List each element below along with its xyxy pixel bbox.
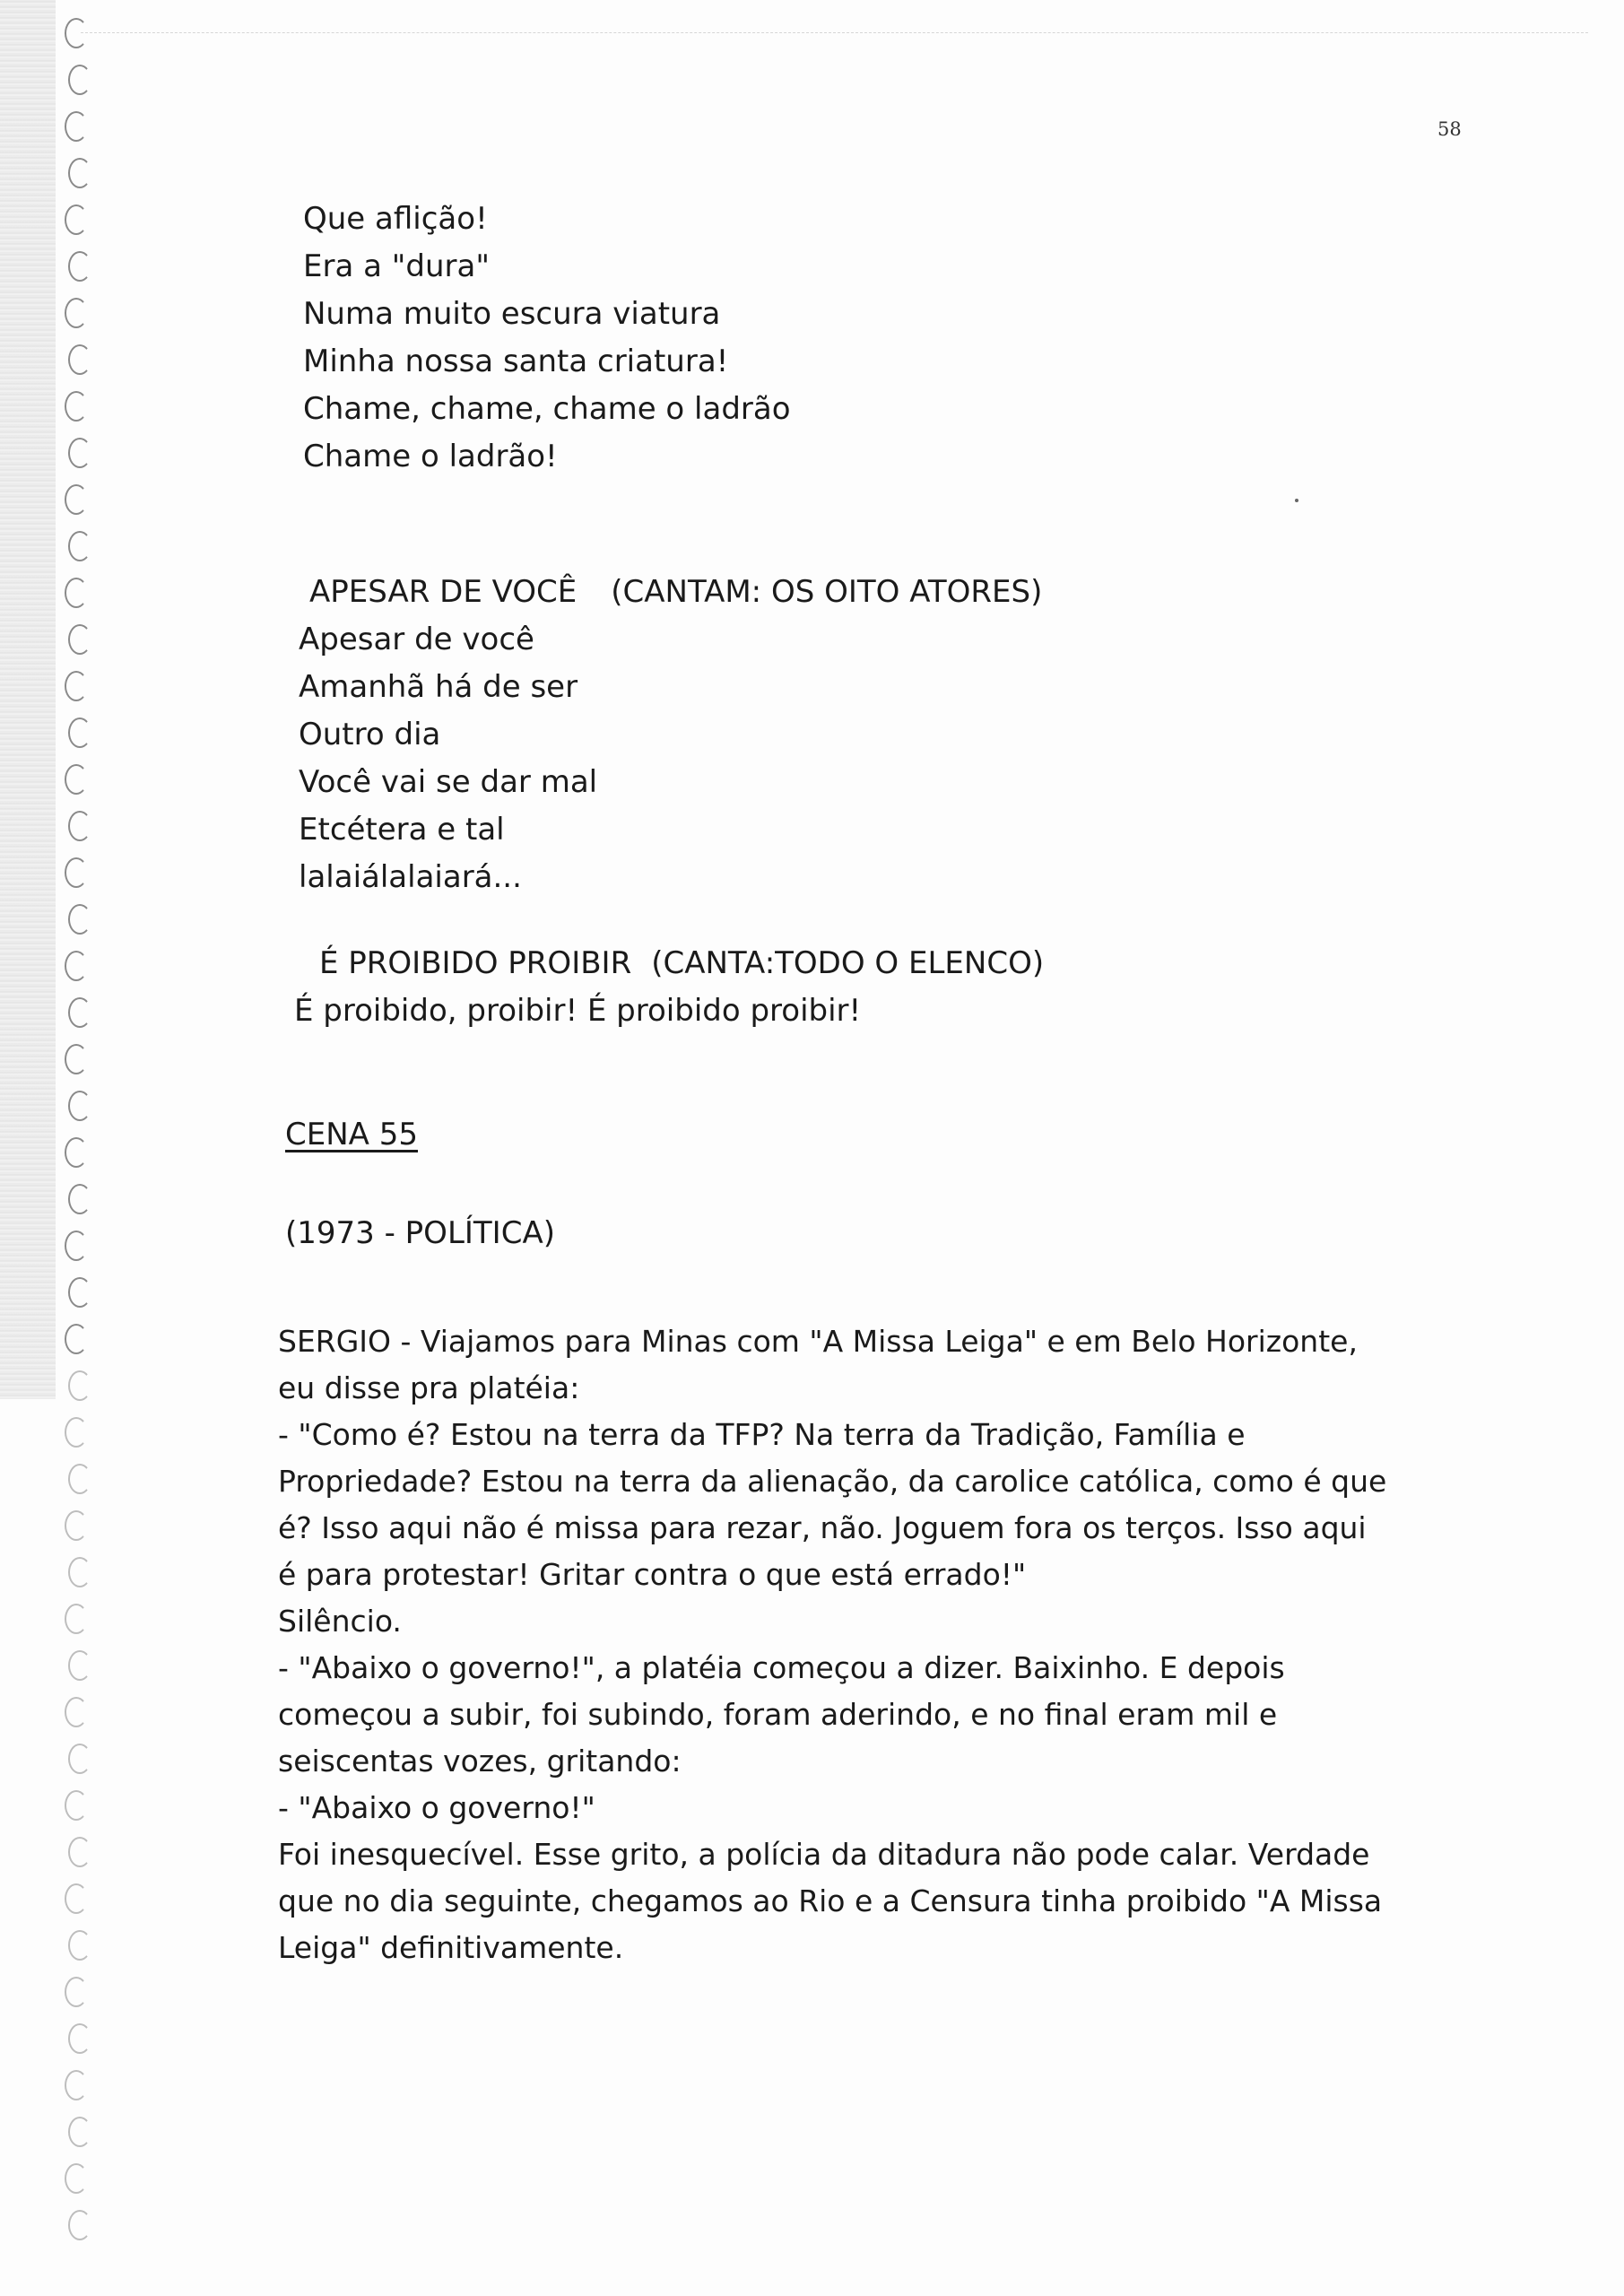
song-lyrics-3 <box>294 940 1044 1035</box>
binding-hole <box>65 391 88 422</box>
prose-line: - "Abaixo o governo!" <box>278 1790 595 1825</box>
binding-hole <box>65 1231 88 1261</box>
prose-line: é? Isso aqui não é missa para rezar, não. Joguem fora os terços. Isso aqui <box>278 1510 1367 1545</box>
scene-title: CENA 55 <box>285 1117 418 1152</box>
binding-hole <box>65 204 88 235</box>
song-heading <box>299 569 1042 616</box>
lyric-line: Que aflição! <box>303 201 488 237</box>
prose-line: é para protestar! Gritar contra o que está errado!" <box>278 1557 1027 1592</box>
song-performer-note: (CANTA:TODO O ELENCO) <box>651 945 1045 981</box>
song-lyrics-1 <box>303 196 791 481</box>
binding-hole <box>65 2070 88 2100</box>
binding-hole <box>68 1837 91 1867</box>
binding-hole <box>68 344 91 375</box>
binding-hole <box>68 811 91 841</box>
binding-hole <box>68 158 91 188</box>
binding-hole <box>68 251 91 282</box>
song-title: APESAR DE VOCÊ <box>309 574 578 610</box>
lyric-line: Chame o ladrão! <box>303 439 558 474</box>
lyric-line: Era a "dura" <box>303 248 490 284</box>
binding-hole <box>65 1977 88 2007</box>
prose-line: - "Como é? Estou na terra da TFP? Na terra da Tradição, Família e <box>278 1417 1246 1452</box>
scene-subtitle: (1973 - POLÍTICA) <box>285 1215 555 1251</box>
binding-hole <box>65 1137 88 1168</box>
binding-hole <box>65 578 88 608</box>
binding-hole <box>65 1417 88 1448</box>
binding-hole <box>68 531 91 561</box>
binding-hole <box>68 1277 91 1308</box>
binding-hole <box>65 18 88 48</box>
lyric-line: Chame, chame, chame o ladrão <box>303 391 791 427</box>
binding-hole <box>68 1370 91 1401</box>
prose-line: - "Abaixo o governo!", a platéia começou a dizer. Baixinho. E depois <box>278 1650 1285 1685</box>
scene-prose <box>278 1318 1408 1971</box>
binding-hole <box>68 1650 91 1681</box>
song-performer-note: (CANTAM: OS OITO ATORES) <box>611 574 1043 610</box>
binding-hole <box>68 997 91 1028</box>
binding-hole <box>68 1557 91 1587</box>
prose-line: Propriedade? Estou na terra da alienação, da carolice católica, como é que <box>278 1464 1387 1499</box>
binding-hole <box>65 1604 88 1634</box>
binding-hole <box>65 484 88 515</box>
binding-hole <box>65 1790 88 1821</box>
binding-hole <box>68 1091 91 1121</box>
lyric-line: Você vai se dar mal <box>299 764 598 800</box>
binding-hole <box>68 2117 91 2147</box>
prose-line: começou a subir, foi subindo, foram aderindo, e no final eram mil e <box>278 1697 1278 1732</box>
lyric-line: Minha nossa santa criatura! <box>303 344 729 379</box>
binding-hole <box>68 904 91 935</box>
binding-hole <box>68 65 91 95</box>
binding-hole <box>65 2163 88 2194</box>
lyric-line: Apesar de você <box>299 622 534 657</box>
prose-line: Foi inesquecível. Esse grito, a polícia da ditadura não pode calar. Verdade <box>278 1837 1370 1872</box>
binding-hole <box>65 857 88 888</box>
lyric-line: É proibido, proibir! É proibido proibir! <box>294 993 862 1029</box>
prose-line: seiscentas vozes, gritando: <box>278 1744 682 1779</box>
binding-hole <box>68 438 91 468</box>
binding-hole <box>65 1883 88 1914</box>
prose-line: eu disse pra platéia: <box>278 1370 580 1405</box>
binding-strip <box>0 0 56 1399</box>
song-title: É PROIBIDO PROIBIR <box>319 945 632 981</box>
binding-hole <box>65 111 88 142</box>
page-number: 58 <box>1437 118 1462 140</box>
binding-hole <box>68 1930 91 1961</box>
binding-hole <box>68 2210 91 2240</box>
prose-line: SERGIO - Viajamos para Minas com "A Missa Leiga" e em Belo Horizonte, <box>278 1324 1358 1359</box>
binding-hole <box>65 951 88 981</box>
binding-hole <box>68 2023 91 2054</box>
scan-artifact-line <box>81 32 1588 33</box>
binding-hole <box>65 1510 88 1541</box>
lyric-line: Outro dia <box>299 717 441 752</box>
binding-hole <box>68 718 91 748</box>
scan-speck <box>1295 499 1298 502</box>
binding-hole <box>65 1044 88 1074</box>
prose-line: Leiga" definitivamente. <box>278 1930 624 1965</box>
binding-hole <box>68 1464 91 1494</box>
lyric-line: lalaiálalaiará... <box>299 859 522 895</box>
song-lyrics-2 <box>299 569 1042 901</box>
binding-hole <box>68 1744 91 1774</box>
binding-hole <box>65 298 88 328</box>
binding-hole <box>65 671 88 701</box>
lyric-line: Amanhã há de ser <box>299 669 578 705</box>
binding-hole <box>68 1184 91 1214</box>
prose-line: Silêncio. <box>278 1604 402 1639</box>
prose-line: que no dia seguinte, chegamos ao Rio e a Censura tinha proibido "A Missa <box>278 1883 1383 1918</box>
song-heading <box>294 940 1044 987</box>
lyric-line: Numa muito escura viatura <box>303 296 721 332</box>
binding-hole <box>65 1324 88 1354</box>
binding-hole <box>65 1697 88 1727</box>
lyric-line: Etcétera e tal <box>299 812 505 848</box>
binding-hole <box>65 764 88 795</box>
binding-hole <box>68 624 91 655</box>
